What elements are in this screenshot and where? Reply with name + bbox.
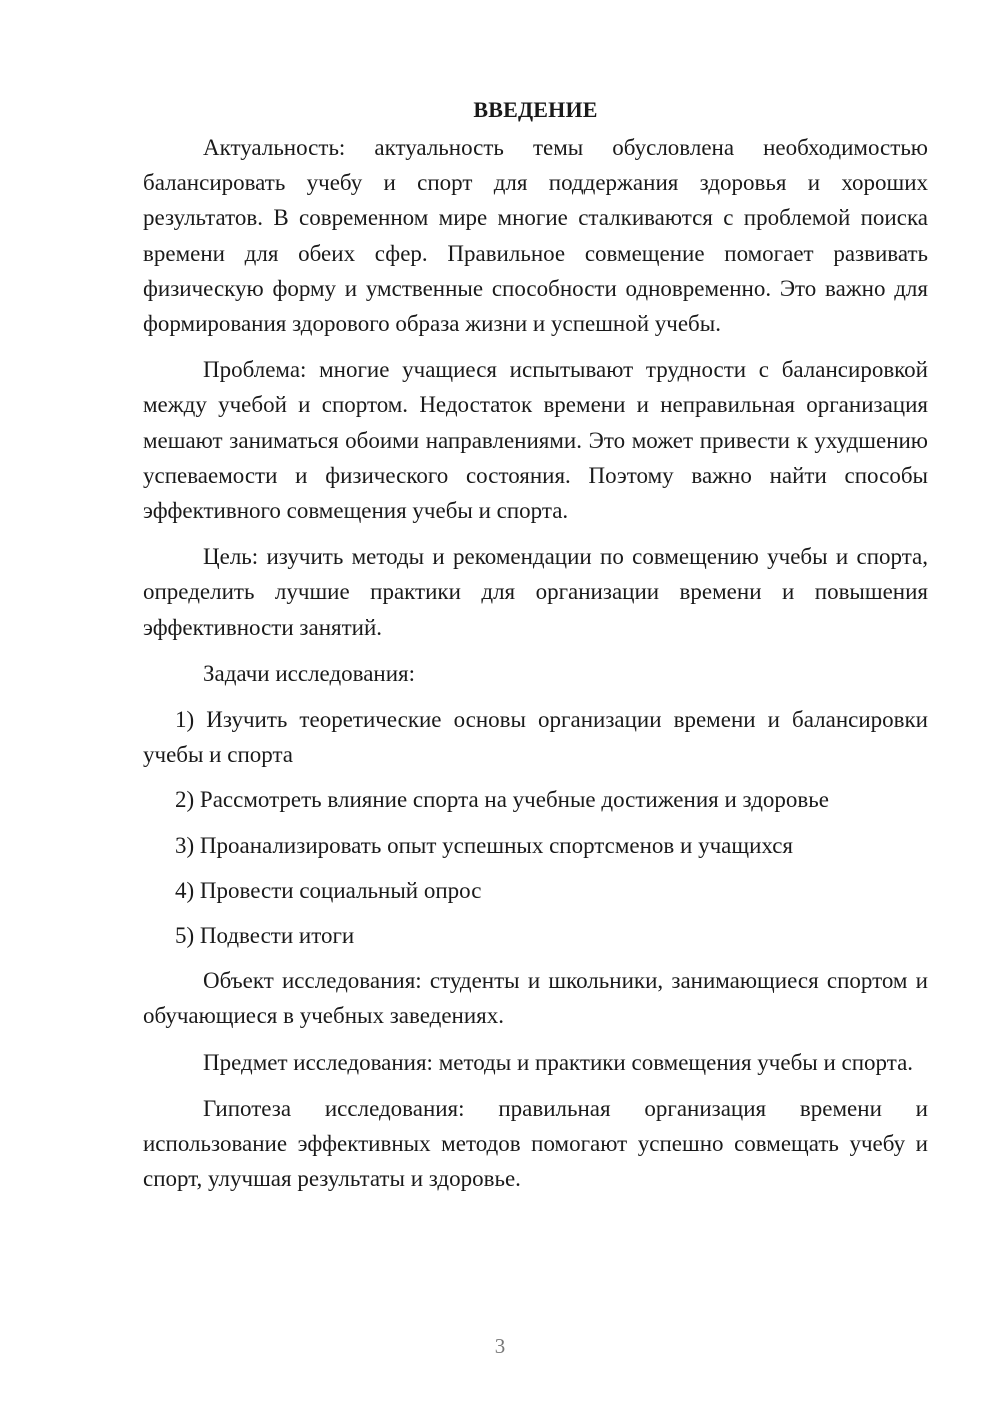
page-number: 3 (494, 1334, 506, 1358)
object-paragraph: Объект исследования: студенты и школьники, занимающиеся спортом и обучающиеся в учебных заведениях. (143, 968, 928, 1029)
task-item-2: 2) Рассмотреть влияние спорта на учебные достижения и здоровье (175, 787, 829, 813)
relevance-paragraph: Актуальность: актуальность темы обусловлена необходимостью балансировать учебу и спорт для поддержания здоровья и хороших результатов. В современном мире многие сталкиваются с проблемой поиска времени для обеих сфер. Правильное совмещение помогает развивать физическую форму и умственные способности одновременно. Это важно для формирования здорового образа жизни и успешной учебы. (143, 135, 928, 337)
tasks-heading: Задачи исследования: (203, 660, 416, 686)
task-item-3: 3) Проанализировать опыт успешных спортсменов и учащихся (175, 832, 794, 858)
task-item-5: 5) Подвести итоги (175, 923, 355, 949)
subject-paragraph: Предмет исследования: методы и практики совмещения учебы и спорта. (203, 1049, 914, 1075)
page-content (143, 95, 928, 1207)
problem-paragraph: Проблема: многие учащиеся испытывают трудности с балансировкой между учебой и спортом. Недостаток времени и неправильная организация мешают заниматься обоими направлениями. Это может привести к ухудшению успеваемости и физического состояния. Поэтому важно найти способы эффективного совмещения учебы и спорта. (143, 357, 928, 524)
hypothesis-paragraph: Гипотеза исследования: правильная организация времени и использование эффективных методов помогают успешно совмещать учебу и спорт, улучшая результаты и здоровье. (143, 1095, 928, 1192)
task-item-4: 4) Провести социальный опрос (175, 877, 482, 903)
task-item-1: 1) Изучить теоретические основы организации времени и балансировки учебы и спорта (143, 707, 928, 768)
goal-paragraph: Цель: изучить методы и рекомендации по совмещению учебы и спорта, определить лучшие практики для организации времени и повышения эффективности занятий. (143, 544, 928, 640)
page-title: ВВЕДЕНИЕ (473, 97, 598, 122)
